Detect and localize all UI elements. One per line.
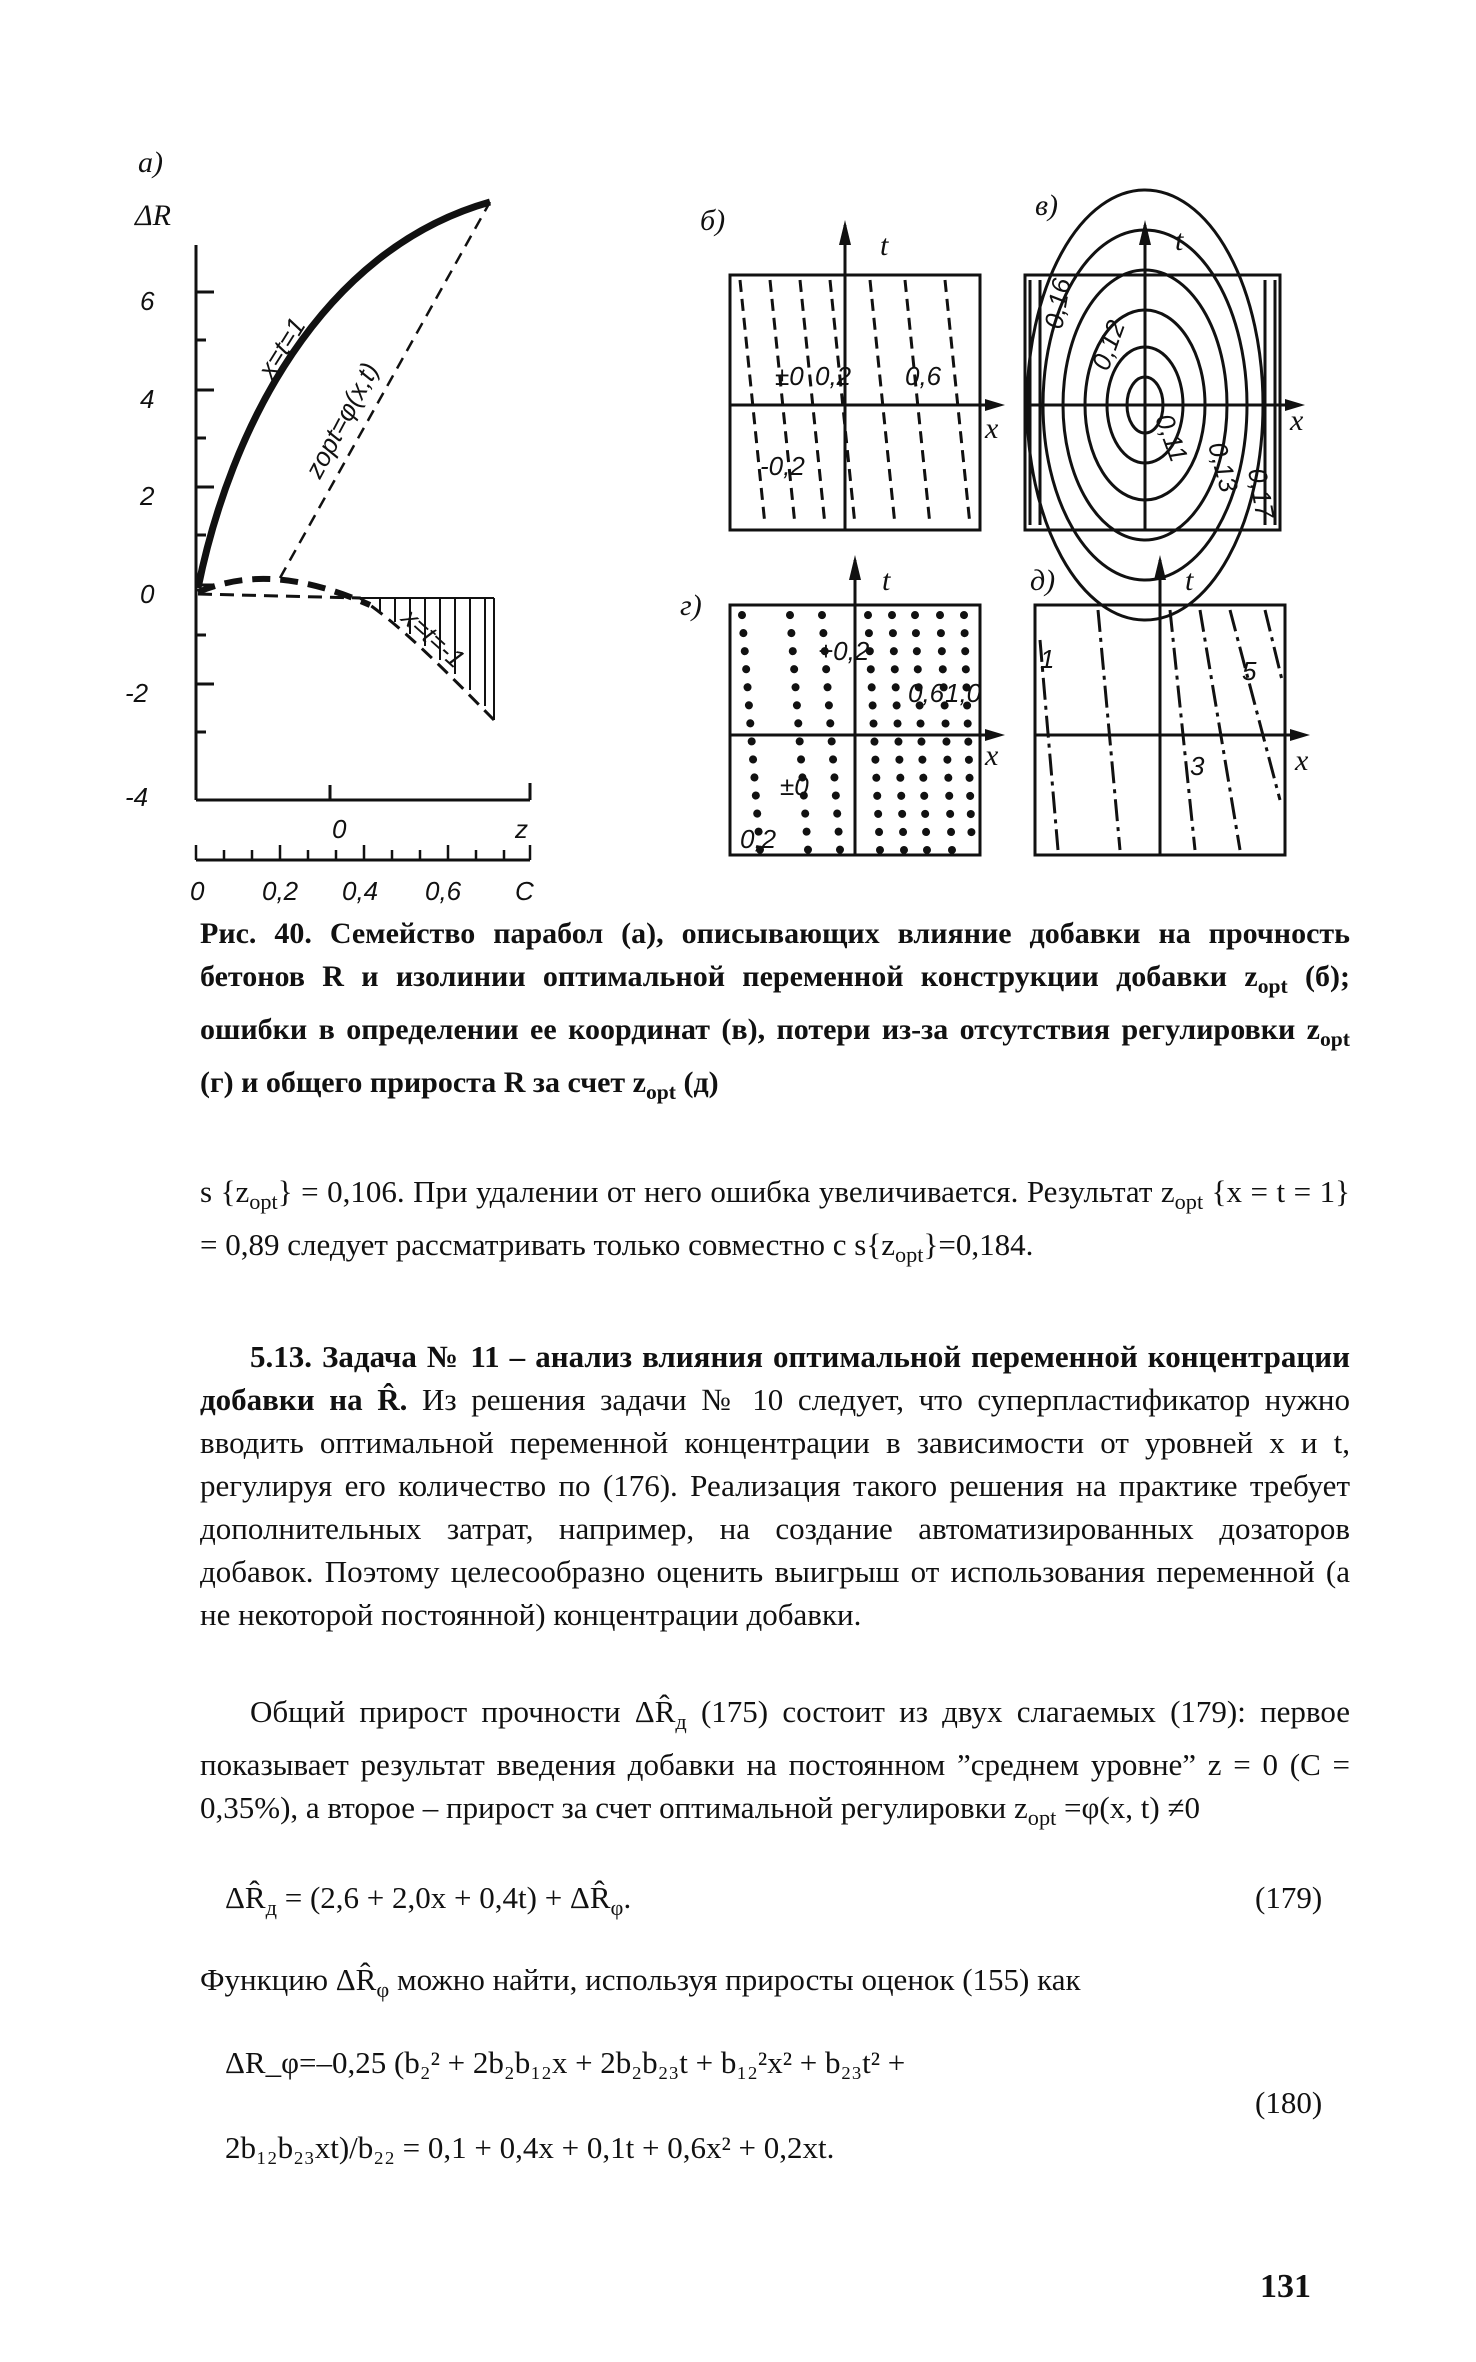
t-axis-label: t [1185, 564, 1194, 597]
x-axis-label: x [1295, 744, 1309, 777]
paragraph: Общий прирост прочности $\Delta R̂_д$ (175) состоит из двух слагаемых (179): первое показывает результат введения добавки на постоянном ”среднем уровне” z = 0 (C = 0,35%), а второе – прирост за счет оптимальной регулировки $z_{opt} =\varphi(x$, t) ≠0 [200, 1694, 1350, 1831]
panel-g-label: г) [680, 589, 702, 622]
panel-d [1030, 555, 1310, 855]
panel-g [680, 555, 1005, 855]
x-axis-label: x [985, 412, 999, 445]
y-tick: 6 [140, 286, 155, 316]
t-axis-label: t [882, 564, 891, 597]
y-tick: -2 [125, 678, 149, 708]
isoline-value: 5 [1242, 656, 1257, 686]
c-tick: 0,6 [425, 876, 462, 906]
curve-label: x=t=-1 [395, 602, 471, 674]
c-tick: 0,4 [342, 876, 379, 906]
isoline-value: 0,6 [905, 361, 942, 391]
c-tick: 0 [190, 876, 205, 906]
page-number: 131 [1260, 2268, 1311, 2305]
y-tick: 2 [140, 481, 155, 511]
t-axis-label: t [1175, 224, 1184, 257]
curve-label: x=t=1 [251, 312, 312, 384]
isoline-value: -0,2 [760, 451, 805, 481]
panel-a [125, 146, 534, 906]
isoline-value: +0,2 [818, 636, 870, 666]
isoline-value: 0,12 [1085, 316, 1131, 375]
isoline-value: 0,2 [740, 824, 777, 854]
y-tick: -4 [125, 782, 149, 812]
equation-180-line-2: 2b₁₂b₂₃xt)/b₂₂ = 0,1 + 0,4x + 0,1t + 0,6x² + 0,2xt. [225, 2130, 835, 2165]
paragraph: s $\{z_{opt}\} = 0,106$. При удалении от него ошибка увеличивается. Результат $z_{opt}$ {x = t = 1} = 0,89 следует рассматривать только совместно с $s\{z_{opt}\}=0,184$. [200, 1174, 1350, 1268]
isoline-value: ±0 [780, 771, 809, 801]
isoline-value: 0,11 [1149, 409, 1195, 466]
isoline-value: 3 [1190, 751, 1205, 781]
isoline-value: 1 [1040, 644, 1055, 674]
y-tick: 0 [140, 579, 155, 609]
equation-number: (180) [1255, 2085, 1323, 2120]
isoline-value: 0,2 [815, 361, 852, 391]
panel-b [700, 204, 1005, 530]
panel-a-label: а) [138, 146, 163, 179]
c-tick: 0,2 [262, 876, 299, 906]
y-axis-label: ΔR [135, 199, 171, 232]
isoline-value: ±0 [775, 361, 804, 391]
caption-title: Рис. 40. [200, 917, 312, 950]
x-axis-label: x [985, 739, 999, 772]
figure-40 [0, 0, 1476, 920]
curve-dashed-parabola [198, 579, 370, 605]
x-axis-label: x [1290, 404, 1304, 437]
isoline-value: 0,13 [1202, 438, 1245, 496]
equation-179: $\Delta R̂_д = (2,6 + 2,0x + 0,4t)$ + $\Delta R̂_\varphi$. [225, 1880, 632, 1921]
equation-180-line-1: ΔR_φ=–0,25 (b₂² + 2b₂b₁₂x + 2b₂b₂₃t + b₁₂²x² + b₂₃t² + [225, 2045, 906, 2080]
y-tick: 4 [140, 384, 155, 414]
z-tick: z [515, 814, 528, 844]
isoline-value: 0,6 [908, 678, 945, 708]
z-tick: 0 [332, 814, 347, 844]
figure-caption: Рис. 40. Семейство парабол (а), описывающих влияние добавки на прочность бетонов R и изолинии оптимальной переменной конструкции добавки $z_{opt}$ (б); ошибки в определении ее координат (в), потери из-за отсутствия регулировки $z_{opt}$ (г) и общего прироста R за счет $z_{opt}$ (д) [200, 917, 1350, 1104]
isoline-value: 1,0 [945, 678, 982, 708]
panel-b-label: б) [700, 204, 726, 237]
section-5-13: 5.13. Задача № 11 – анализ влияния оптимальной переменной концентрации добавки на R̂. Из решения задачи № 10 следует, что суперпластификатор нужно вводить оптимальной переменной концентрации в зависимости от уровней x и t, регулируя его количество по (176). Реализация такого решения на практике требует дополнительных затрат, например, на создание автоматизированных дозаторов добавок. Поэтому целесообразно оценить выигрыш от использования переменной (а не некоторой постоянной) концентрации добавки. [200, 1339, 1350, 1632]
paragraph: Функцию $\Delta R̂_\varphi$ можно найти, используя приросты оценок (155) как [200, 1962, 1081, 2003]
panel-v [1025, 189, 1305, 620]
isoline-value: 0,16 [1038, 275, 1077, 332]
c-tick: C [515, 876, 534, 906]
panel-d-label: д) [1030, 564, 1056, 597]
t-axis-label: t [880, 229, 889, 262]
isoline-value: 0,17 [1242, 465, 1281, 521]
curve-label: zopt=φ(x,t) [298, 357, 385, 483]
equation-number: (179) [1255, 1880, 1323, 1915]
section-heading: 5.13. Задача № 11 – анализ влияния оптимальной переменной концентрации добавки на R̂. [200, 1339, 1350, 1417]
panel-v-label: в) [1035, 189, 1059, 222]
